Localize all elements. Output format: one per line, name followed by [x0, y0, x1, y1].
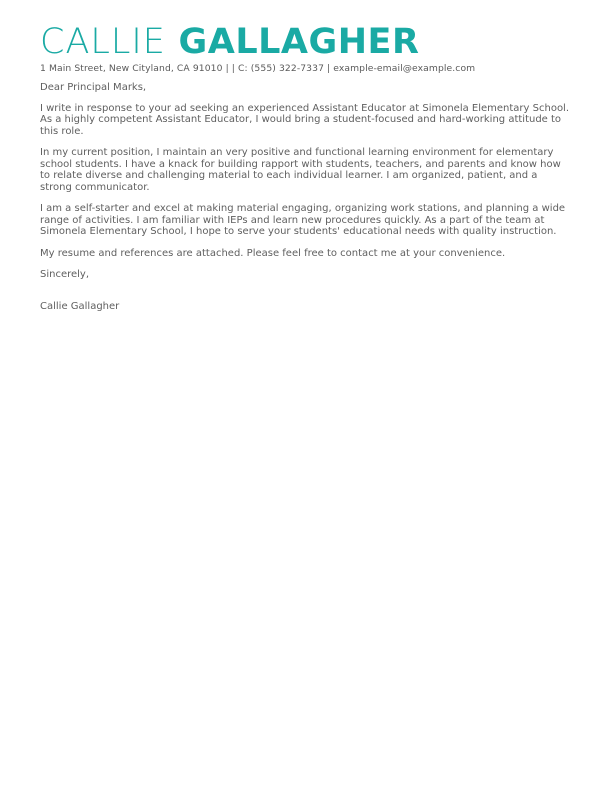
letter-body [40, 82, 580, 312]
paragraph-line: I am a self-starter and excel at making material engaging, organizing work stations, and planning a wide [40, 203, 566, 214]
paragraph-intro [40, 102, 570, 138]
closing: Sincerely, [40, 269, 90, 280]
paragraph-attachments [40, 248, 560, 260]
signature: Callie Gallagher [40, 300, 120, 312]
contact-info: 1 Main Street, New Cityland, CA 91010 | | C: (555) 322-7337 | example-email@example.com [40, 63, 476, 74]
cover-letter-page [40, 22, 580, 322]
paragraph-line: In my current position, I maintain an very positive and functional learning environment for elementary [40, 147, 554, 158]
paragraph-line: Simonela Elementary School, I hope to serve your students' educational needs with quality instruction. [40, 226, 557, 237]
paragraph-line: to relate diverse and challenging material to each individual learner. I am organized, patient, and a [40, 170, 538, 181]
paragraph-line: school students. I have a knack for building rapport with students, teachers, and parents and know how [40, 158, 561, 170]
paragraph-line: this role. [40, 125, 84, 137]
paragraph-skills [40, 203, 566, 238]
paragraph-line: I write in response to your ad seeking an experienced Assistant Educator at Simonela Elementary School. [40, 102, 570, 114]
paragraph-current-position [40, 147, 560, 193]
salutation: Dear Principal Marks, [40, 82, 147, 93]
applicant-name-heading [40, 22, 580, 62]
paragraph-line: strong communicator. [40, 181, 150, 193]
first-name: CALLIE [40, 22, 166, 62]
last-name: GALLAGHER [178, 22, 420, 62]
paragraph-line: My resume and references are attached. Please feel free to contact me at your convenience. [40, 247, 506, 259]
paragraph-line: range of activities. I am familiar with IEPs and learn new procedures quickly. As a part of the team at [40, 214, 545, 226]
paragraph-line: As a highly competent Assistant Educator, I would bring a student-focused and hard-working attitude to [40, 114, 562, 125]
